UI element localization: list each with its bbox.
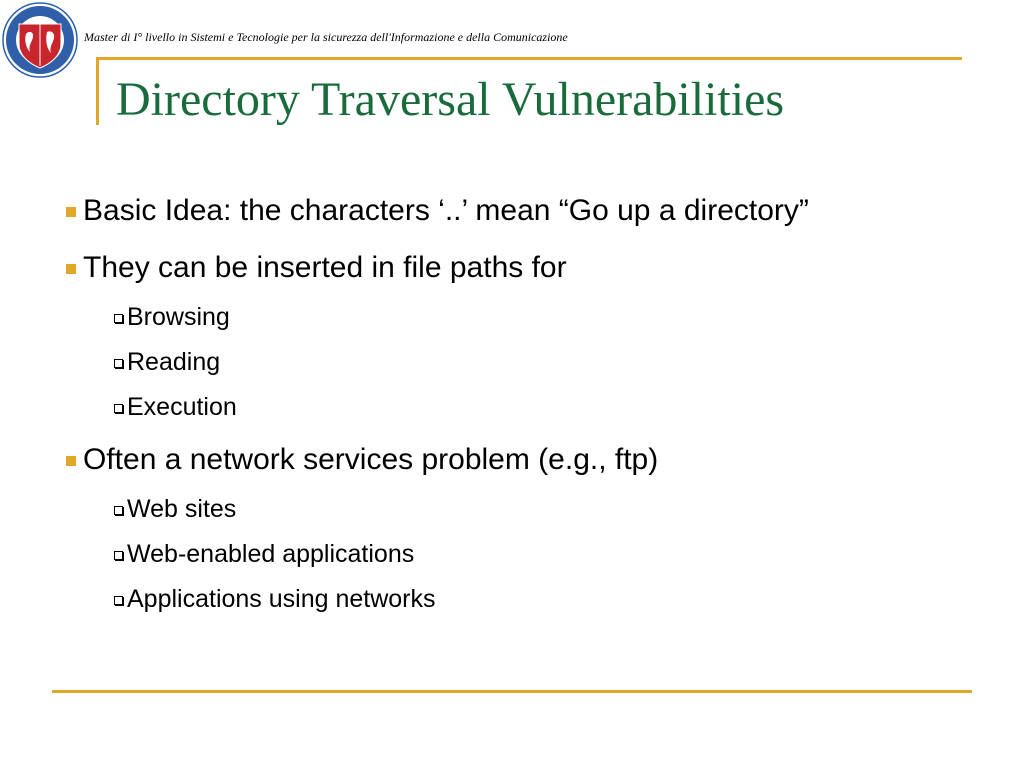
square-bullet-icon: [66, 207, 76, 217]
sub-bullet-item: [114, 539, 926, 569]
square-bullet-icon: [66, 456, 76, 466]
bullet-item: [66, 188, 926, 233]
bullet-text: Basic Idea: the characters ‘..’ mean “Go up a directory”: [83, 194, 809, 227]
hollow-square-bullet-icon: [114, 314, 123, 323]
sub-bullet-item: [114, 302, 926, 332]
hollow-square-bullet-icon: [114, 551, 123, 560]
hollow-square-bullet-icon: [114, 506, 123, 515]
title-accent-line: [96, 57, 962, 60]
title-accent-bar: [96, 57, 99, 125]
sub-bullet-text: Web sites: [127, 495, 237, 523]
bullet-list: [66, 188, 926, 629]
footer-accent-line: [52, 690, 972, 693]
course-header: Master di I° livello in Sistemi e Tecnologie per la sicurezza dell'Informazione e della Comunicazione: [84, 30, 568, 44]
sub-bullet-item: [114, 347, 926, 377]
sub-bullet-text: Applications using networks: [127, 585, 436, 613]
sub-bullet-text: Execution: [127, 393, 237, 421]
bullet-item: [66, 437, 926, 482]
bullet-text: They can be inserted in file paths for: [83, 251, 567, 284]
sub-bullet-item: [114, 494, 926, 524]
sub-bullet-text: Reading: [127, 348, 221, 376]
hollow-square-bullet-icon: [114, 404, 123, 413]
sub-bullet-text: Browsing: [127, 303, 230, 331]
sub-bullet-text: Web-enabled applications: [127, 540, 415, 568]
square-bullet-icon: [66, 264, 76, 274]
hollow-square-bullet-icon: [114, 359, 123, 368]
bullet-text: Often a network services problem (e.g., ftp): [83, 443, 659, 476]
bullet-item: [66, 245, 926, 290]
hollow-square-bullet-icon: [114, 596, 123, 605]
sub-bullet-item: [114, 584, 926, 614]
university-seal-icon: [2, 2, 78, 78]
sub-bullet-item: [114, 392, 926, 422]
slide-title: Directory Traversal Vulnerabilities: [116, 73, 785, 126]
